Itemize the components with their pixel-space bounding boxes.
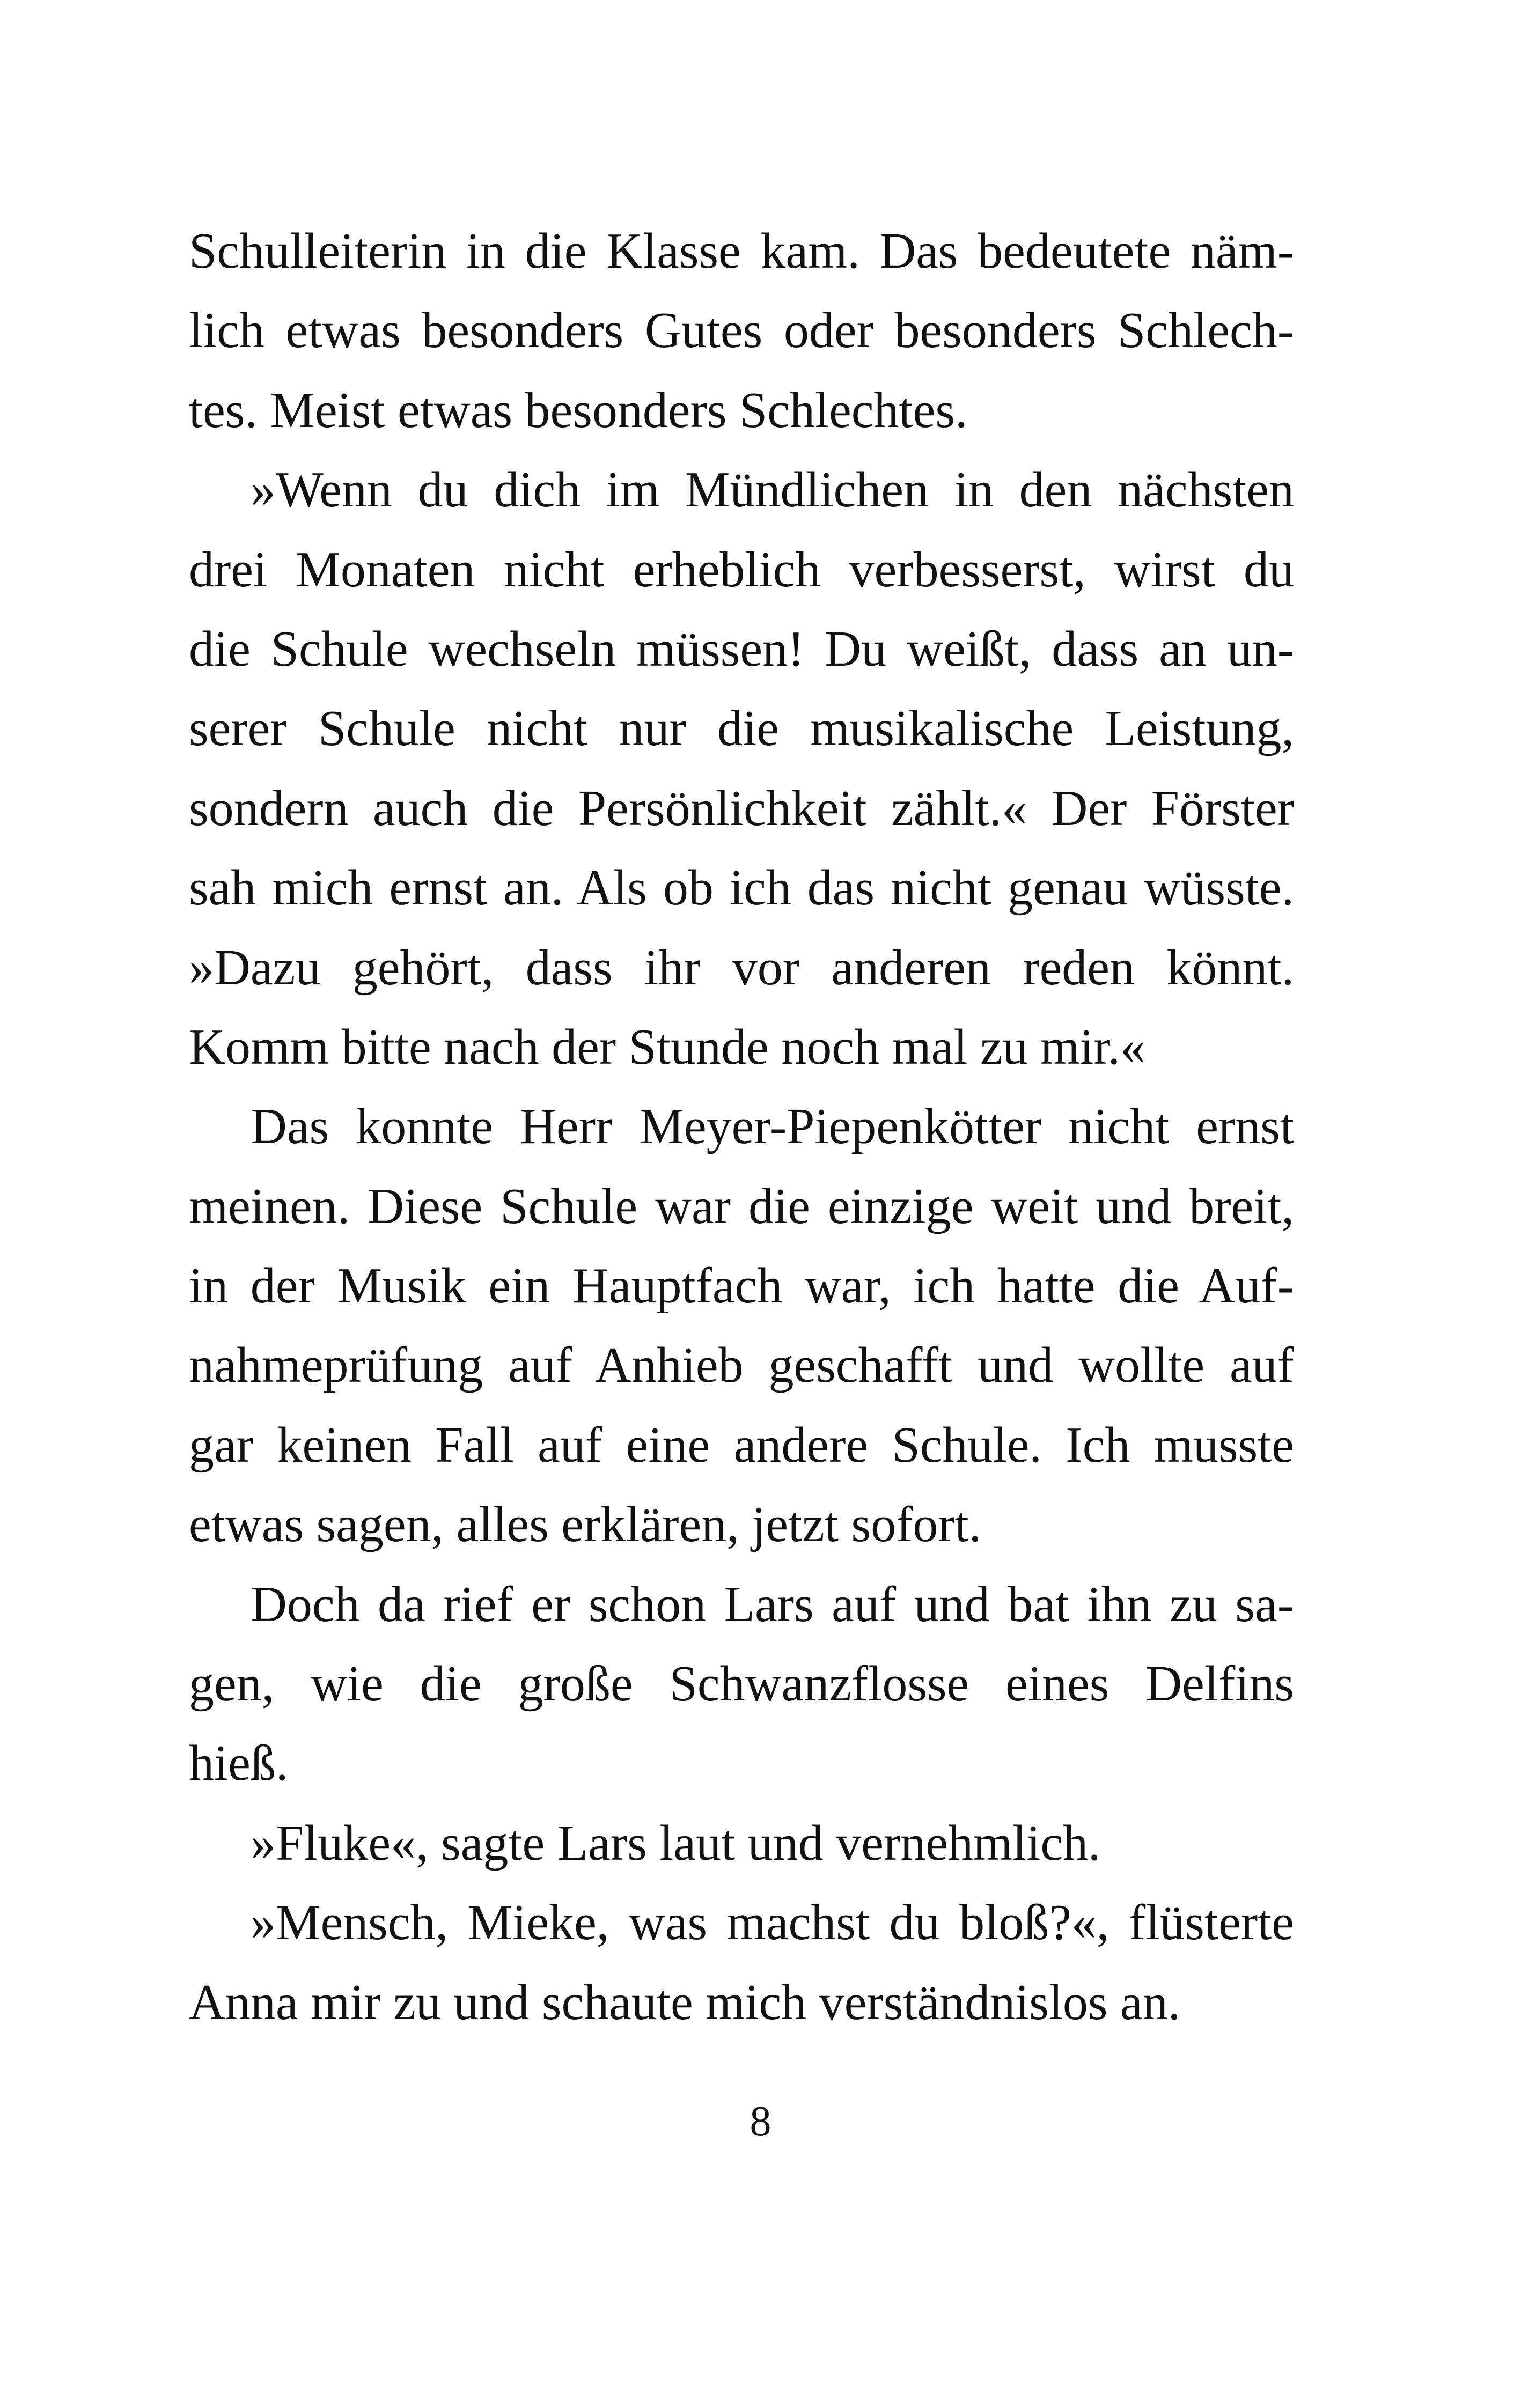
text-line: sondern auch die Persönlichkeit zählt.« Der Förster — [189, 780, 1294, 836]
text-line: serer Schule nicht nur die musikalische Leistung, — [189, 701, 1294, 757]
text-line: gen, wie die große Schwanzflosse eines Delfins — [189, 1656, 1294, 1712]
text-line: etwas sagen, alles erklären, jetzt sofort. — [189, 1497, 982, 1553]
text-line: drei Monaten nicht erheblich verbesserst, wirst du — [189, 541, 1294, 598]
text-line: Komm bitte nach der Stunde noch mal zu mir.« — [189, 1019, 1146, 1075]
text-line: »Fluke«, sagte Lars laut und vernehmlich. — [251, 1815, 1101, 1871]
text-line: Doch da rief er schon Lars auf und bat ihn zu sa- — [251, 1576, 1294, 1632]
text-line: Anna mir zu und schaute mich verständnislos an. — [189, 1974, 1181, 2030]
text-line: »Wenn du dich im Mündlichen in den nächsten — [251, 462, 1294, 518]
text-line: in der Musik ein Hauptfach war, ich hatte die Auf- — [189, 1258, 1294, 1314]
text-line: gar keinen Fall auf eine andere Schule. Ich musste — [189, 1417, 1294, 1473]
text-line: lich etwas besonders Gutes oder besonders Schlech- — [189, 303, 1294, 359]
text-line: nahmeprüfung auf Anhieb geschafft und wollte auf — [189, 1337, 1294, 1394]
text-line: tes. Meist etwas besonders Schlechtes. — [189, 382, 968, 438]
text-line: Das konnte Herr Meyer-Piepenkötter nicht ernst — [251, 1099, 1294, 1155]
text-line: hieß. — [189, 1735, 289, 1792]
text-line: meinen. Diese Schule war die einzige weit und breit, — [189, 1178, 1294, 1234]
text-line: Schulleiterin in die Klasse kam. Das bedeutete näm- — [189, 223, 1294, 279]
body-text — [189, 211, 1294, 2042]
text-line: »Mensch, Mieke, was machst du bloß?«, flüsterte — [251, 1895, 1294, 1951]
text-line: die Schule wechseln müssen! Du weißt, dass an un- — [189, 621, 1294, 677]
text-line: sah mich ernst an. Als ob ich das nicht genau wüsste. — [189, 860, 1294, 916]
page-number: 8 — [750, 2098, 771, 2145]
text-line: »Dazu gehört, dass ihr vor anderen reden könnt. — [189, 939, 1294, 996]
